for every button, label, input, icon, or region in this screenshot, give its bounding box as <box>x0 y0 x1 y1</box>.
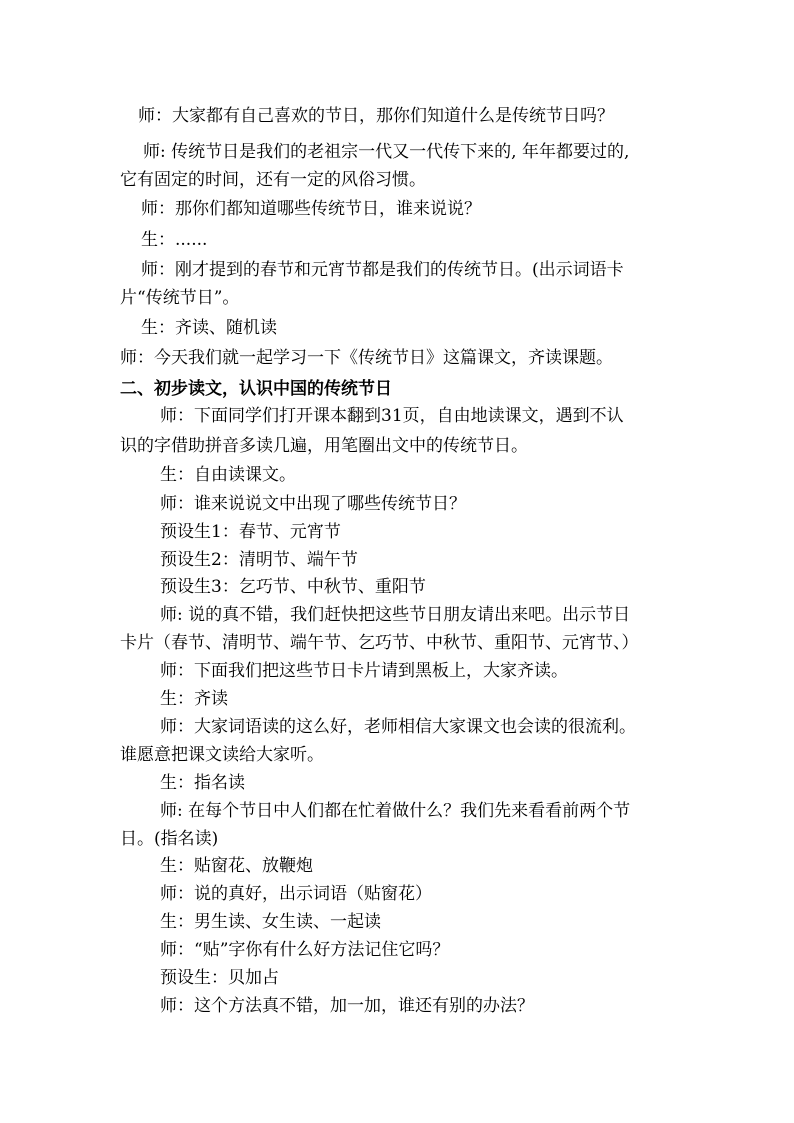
paragraph-line: 师: 传统节日是我们的老祖宗一代又一代传下来的, 年年都要过的, <box>143 142 630 162</box>
paragraph-line: 师：大家都有自己喜欢的节日，那你们知道什么是传统节日吗？ <box>138 106 614 126</box>
paragraph-line: 它有固定的时间，还有一定的风俗习惯。 <box>120 170 426 190</box>
paragraph-line: 师：那你们都知道哪些传统节日，谁来说说？ <box>141 199 481 219</box>
paragraph-line: 生：指名读 <box>160 773 245 793</box>
paragraph-line: 师：刚才提到的春节和元宵节都是我们的传统节日。(出示词语卡 <box>141 260 624 280</box>
paragraph-line: 师: 在每个节日中人们都在忙着做什么？我们先来看看前两个节 <box>160 801 631 821</box>
paragraph-line: 生：男生读、女生读、一起读 <box>160 912 381 932</box>
paragraph-line: 谁愿意把课文读给大家听。 <box>120 745 324 765</box>
paragraph-line: 卡片（春节、清明节、端午节、乞巧节、中秋节、重阳节、元宵节、） <box>120 633 639 653</box>
paragraph-line: 师：谁来说说文中出现了哪些传统节日？ <box>160 494 466 514</box>
paragraph-line: 师: 说的真不错，我们赶快把这些节日朋友请出来吧。出示节日 <box>160 605 631 625</box>
paragraph-line: 师：“贴”字你有什么好方法记住它吗？ <box>160 940 450 960</box>
paragraph-line: 生：自由读课文。 <box>160 465 296 485</box>
paragraph-line: 师：大家词语读的这么好，老师相信大家课文也会读的很流利。 <box>160 717 636 737</box>
paragraph-line: 预设生3：乞巧节、中秋节、重阳节 <box>160 577 426 597</box>
paragraph-line: 师：今天我们就一起学习一下《传统节日》这篇课文，齐读课题。 <box>120 348 613 368</box>
paragraph-line: 日。(指名读) <box>120 829 219 849</box>
paragraph-line: 识的字借助拼音多读几遍，用笔圈出文中的传统节日。 <box>120 436 528 456</box>
paragraph-line: 师：说的真好，出示词语（贴窗花） <box>160 884 432 904</box>
paragraph-line: 生：齐读、随机读 <box>141 318 277 338</box>
paragraph-line: 师：下面我们把这些节日卡片请到黑板上，大家齐读。 <box>160 661 568 681</box>
section-heading: 二、初步读文，认识中国的传统节日 <box>120 379 392 399</box>
paragraph-line: 预设生：贝加占 <box>160 968 279 988</box>
paragraph-line: 预设生1：春节、元宵节 <box>160 522 341 542</box>
paragraph-line: 师：下面同学们打开课本翻到31页，自由地读课文，遇到不认 <box>160 406 624 426</box>
paragraph-line: 片“传统节日”。 <box>120 288 240 308</box>
paragraph-line: 预设生2：清明节、端午节 <box>160 550 358 570</box>
paragraph-line: 师：这个方法真不错，加一加，谁还有别的办法？ <box>160 996 534 1016</box>
paragraph-line: 生：齐读 <box>160 689 228 709</box>
paragraph-line: 生：贴窗花、放鞭炮 <box>160 856 313 876</box>
paragraph-line: 生：...... <box>141 230 208 250</box>
